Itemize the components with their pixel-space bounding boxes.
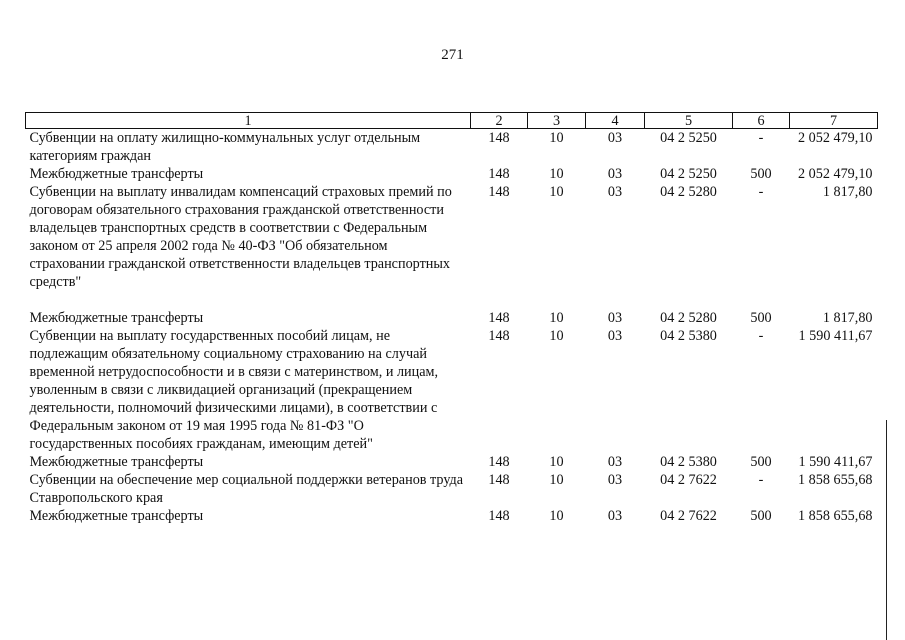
column-header-5: 5	[645, 113, 733, 129]
row-col-2: 148	[488, 328, 510, 344]
row-amount: 1 858 655,68	[798, 508, 873, 524]
row-col-5: 04 2 5280	[660, 310, 717, 326]
row-amount: 1 817,80	[822, 184, 873, 200]
row-col-6: -	[758, 130, 764, 146]
row-col-2: 148	[488, 310, 510, 326]
budget-table	[25, 112, 878, 525]
row-col-4: 03	[607, 508, 623, 524]
row-name: Субвенции на выплату государственных пособий лицам, не подлежащим обязательному социальному страхованию на случай временной нетрудоспособности и в связи с материнством, и лицам, уволенным в связи с ликвидацией организаций (прекращением деятельности, полномочий физическими лицами), в соответствии с Федеральным законом от 19 мая 1995 года № 81-ФЗ "О государственных пособиях гражданам, имеющим детей"	[29, 328, 439, 452]
row-col-5: 04 2 5280	[660, 184, 717, 200]
table-row	[26, 183, 878, 309]
column-header-4: 4	[586, 113, 645, 129]
row-col-6: -	[758, 328, 764, 344]
table-row	[26, 327, 878, 453]
table-row	[26, 129, 878, 166]
column-header-1: 1	[26, 113, 471, 129]
row-amount: 1 590 411,67	[798, 328, 873, 344]
row-amount: 1 817,80	[822, 310, 873, 326]
row-amount: 1 590 411,67	[798, 454, 873, 470]
row-col-6: -	[758, 472, 764, 488]
row-col-4: 03	[607, 166, 623, 182]
row-col-3: 10	[549, 130, 564, 146]
row-name: Субвенции на обеспечение мер социальной поддержки ветеранов труда Ставропольского края	[29, 472, 464, 506]
row-col-5: 04 2 5380	[660, 328, 717, 344]
row-col-2: 148	[488, 454, 510, 470]
row-col-4: 03	[607, 130, 623, 146]
row-amount: 1 858 655,68	[798, 472, 873, 488]
row-name: Субвенции на выплату инвалидам компенсаций страховых премий по договорам обязательного страхования гражданской ответственности владельцев транспортных средств в соответствии с Федеральным законом от 25 апреля 2002 года № 40-ФЗ "Об обязательном страховании гражданской ответственности владельцев транспортных средств"	[29, 184, 452, 290]
row-col-3: 10	[549, 166, 564, 182]
page-edge-rule	[886, 420, 887, 640]
column-header-2: 2	[471, 113, 528, 129]
table-row	[26, 453, 878, 471]
row-name: Межбюджетные трансферты	[29, 454, 204, 470]
row-name: Межбюджетные трансферты	[29, 508, 204, 524]
column-header-7: 7	[790, 113, 878, 129]
row-col-5: 04 2 5250	[660, 130, 717, 146]
row-amount: 2 052 479,10	[798, 166, 873, 182]
row-col-2: 148	[488, 184, 510, 200]
row-col-2: 148	[488, 472, 510, 488]
row-col-6: -	[758, 184, 764, 200]
column-header-6: 6	[733, 113, 790, 129]
row-col-2: 148	[488, 166, 510, 182]
row-col-6: 500	[750, 508, 772, 524]
column-header-3: 3	[528, 113, 586, 129]
table-row	[26, 165, 878, 183]
row-col-4: 03	[607, 472, 623, 488]
row-col-5: 04 2 5250	[660, 166, 717, 182]
row-col-3: 10	[549, 310, 564, 326]
row-col-5: 04 2 7622	[660, 508, 717, 524]
row-col-4: 03	[607, 310, 623, 326]
row-col-3: 10	[549, 472, 564, 488]
header-row	[26, 113, 878, 129]
row-col-6: 500	[750, 454, 772, 470]
row-col-4: 03	[607, 328, 623, 344]
row-col-4: 03	[607, 184, 623, 200]
row-col-3: 10	[549, 328, 564, 344]
table-row	[26, 507, 878, 525]
row-col-3: 10	[549, 508, 564, 524]
row-col-3: 10	[549, 454, 564, 470]
row-name: Субвенции на оплату жилищно-коммунальных услуг отдельным категориям граждан	[29, 130, 421, 164]
row-name: Межбюджетные трансферты	[29, 166, 204, 182]
row-amount: 2 052 479,10	[798, 130, 873, 146]
row-col-5: 04 2 5380	[660, 454, 717, 470]
row-col-2: 148	[488, 130, 510, 146]
row-col-5: 04 2 7622	[660, 472, 717, 488]
table-row	[26, 309, 878, 327]
row-col-4: 03	[607, 454, 623, 470]
table-row	[26, 471, 878, 507]
page-number: 271	[441, 47, 464, 63]
row-col-3: 10	[549, 184, 564, 200]
row-col-6: 500	[750, 310, 772, 326]
row-name: Межбюджетные трансферты	[29, 310, 204, 326]
row-col-6: 500	[750, 166, 772, 182]
row-col-2: 148	[488, 508, 510, 524]
